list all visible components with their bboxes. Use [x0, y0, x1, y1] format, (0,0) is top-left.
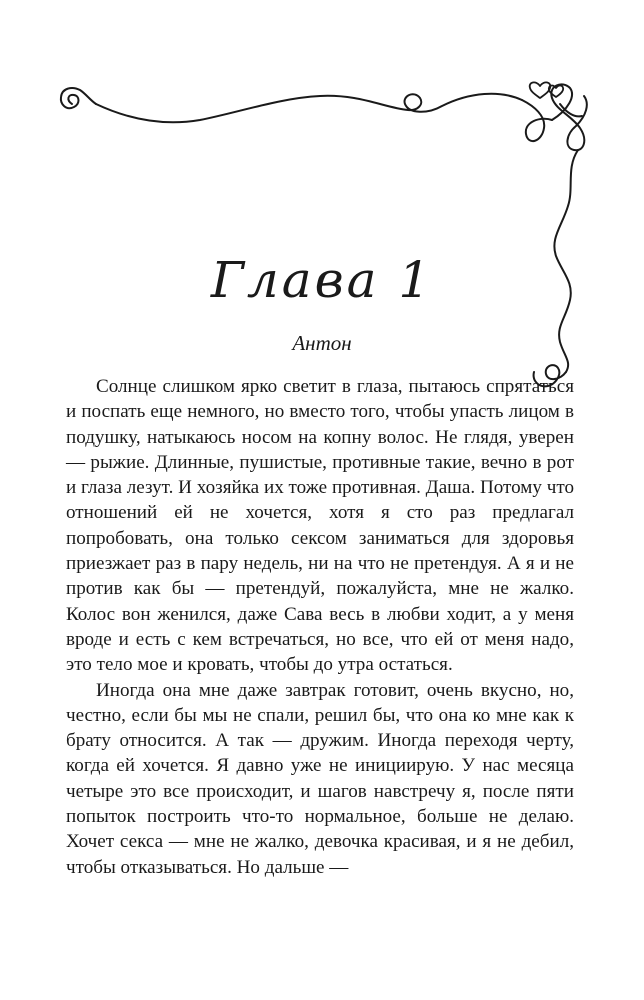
chapter-subtitle: Антон: [292, 331, 352, 355]
chapter-title: Глава 1: [210, 251, 434, 309]
swirl-ornament-icon: [0, 0, 644, 420]
paragraph: Иногда она мне даже завтрак готовит, очень вкусно, но, честно, если бы мы не спали, решил бы, что она ко мне как к брату относится. А так — дружим. Иногда переходя черту, когда ей хочется. Я давно уже не инициирую. У нас месяца четыре это все происходит, и шагов навстречу я, после пяти попыток построить что-то нормальное, больше не делаю. Хочет секса — мне не жалко, девочка красивая, и я не дебил, чтобы отказываться. Но дальше —: [66, 679, 574, 878]
paragraph: Солнце слишком ярко светит в глаза, пытаюсь спрятаться и поспать еще немного, но вместо того, чтобы упасть лицом в подушку, натыкаюсь носом на копну волос. Не глядя, уверен — рыжие. Длинные, пушистые, противные такие, вечно в рот и глаза лезут. И хозяйка их тоже противная. Даша. Потому что отношений ей не хочется, хотя я сто раз предлагал попробовать, она только сексом заниматься для здоровья приезжает раз в пару недель, ни на что не претендуя. А я и не против как бы — претендуй, пожалуйста, мне не жалко. Колос вон женился, даже Сава весь в любви ходит, а у меня вроде и есть с кем встречаться, но все, что ей от меня надо, это тело мое и кровать, чтобы до утра остаться.: [66, 376, 574, 676]
chapter-body: [66, 374, 574, 880]
